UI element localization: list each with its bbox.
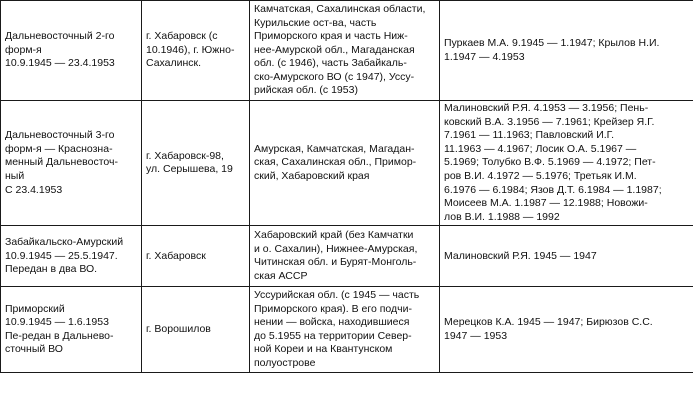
district-name-cell <box>1 1 142 101</box>
district-commanders-cell <box>440 287 693 373</box>
district-area-cell <box>250 101 440 226</box>
district-area: Хабаровский край (без Камчатки и о. Сахалин), Нижнее-Амурская, Читинская обл. и Бурят-Монголь- ская АССР <box>254 229 418 282</box>
table-row <box>1 101 693 226</box>
district-hq-cell <box>142 287 250 373</box>
district-name: Дальневосточный 3-го форм-я — Краснозна- менный Дальневосточ- ный С 23.4.1953 <box>5 129 118 196</box>
district-hq-cell <box>142 101 250 226</box>
table-row <box>1 287 693 373</box>
district-area: Уссурийская обл. (с 1945 — часть Приморского края). В его подчи- нении — войска, находившиеся до 5.1955 на территории Север- ной Кореи и на Квантунском полуострове <box>254 289 420 370</box>
district-area-cell <box>250 226 440 287</box>
district-name-cell <box>1 226 142 287</box>
district-area: Амурская, Камчатская, Магадан- ская, Сахалинская обл., Примор- ский, Хабаровский края <box>254 142 417 182</box>
district-name: Забайкальско-Амурский 10.9.1945 — 25.5.1947. Передан в два ВО. <box>5 235 124 276</box>
district-hq: г. Ворошилов <box>146 323 211 336</box>
district-area: Камчатская, Сахалинская области, Курильские ост-ва, часть Приморского края и часть Ниж- нее-Амурской обл., Магаданская обл. (с 1946), часть Забайкаль- ско-Амурского ВО (с 1947), Уссу- рийская обл. (с 1953) <box>254 2 426 97</box>
district-commanders-cell <box>440 226 693 287</box>
district-hq: г. Хабаровск <box>146 249 206 262</box>
district-hq: г. Хабаровск (с 10.1946), г. Южно- Сахалинск. <box>146 30 235 70</box>
district-area-cell <box>250 1 440 101</box>
table-row <box>1 226 693 287</box>
district-commanders: Мерецков К.А. 1945 — 1947; Бирюзов С.С. 1947 — 1953 <box>444 316 653 342</box>
district-name-cell <box>1 287 142 373</box>
district-commanders: Малиновский Р.Я. 1945 — 1947 <box>444 249 597 262</box>
district-name: Дальневосточный 2-го форм-я 10.9.1945 — 23.4.1953 <box>5 30 115 70</box>
table-row <box>1 1 693 101</box>
district-commanders-cell <box>440 1 693 101</box>
district-commanders-cell <box>440 101 693 226</box>
district-commanders: Пуркаев М.А. 9.1945 — 1.1947; Крылов Н.И. 1.1947 — 4.1953 <box>444 36 660 63</box>
district-hq: г. Хабаровск-98, ул. Серышева, 19 <box>146 149 233 176</box>
district-area-cell <box>250 287 440 373</box>
district-name: Приморский 10.9.1945 — 1.6.1953 Пе-редан в Дальнево- сточный ВО <box>5 302 114 356</box>
district-name-cell <box>1 101 142 226</box>
district-hq-cell <box>142 1 250 101</box>
district-commanders: Малиновский Р.Я. 4.1953 — 3.1956; Пень- ковский В.А. 3.1956 — 7.1961; Крейзер Я.Г. 7.1961 — 11.1963; Павловский И.Г. 11.1963 — 4.1967; Лосик О.А. 5.1967 — 5.1969; Толубко В.Ф. 5.1969 — 4.1972; Пет- ров В.И. 4.1972 — 5.1976; Третьяк И.М. 6.1976 — 6.1984; Язов Д.Т. 6.1984 — 1.1987; Моисеев М.А. 1.1987 — 12.1988; Новожи- лов В.И. 1.1988 — 1992 <box>444 102 662 223</box>
district-hq-cell <box>142 226 250 287</box>
